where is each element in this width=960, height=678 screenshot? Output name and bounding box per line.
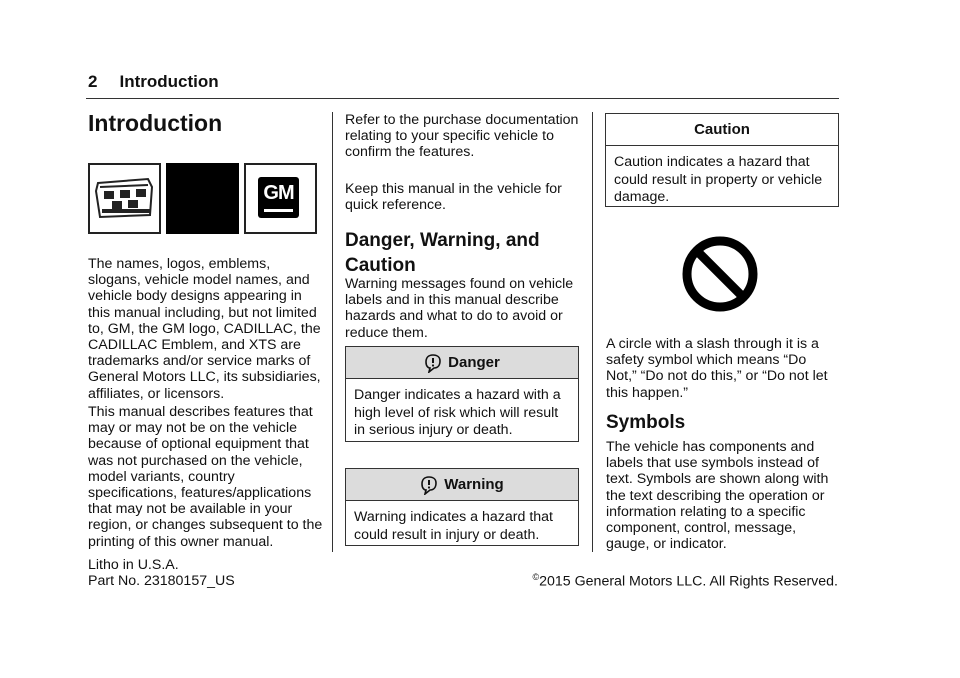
- caution-box: [605, 113, 839, 207]
- manual-description-paragraph: This manual describes features that may or may not be on the vehicle because of optional equipment that was not purchased on the vehicle, model variants, country specifications, features/applications that may not be available in your region, or changes subsequent to the printing of this owner manual.: [88, 404, 323, 550]
- alert-icon: [424, 353, 442, 373]
- gm-logo-underline: [264, 209, 293, 212]
- header-rule: [86, 98, 839, 99]
- danger-box-text: Danger indicates a hazard with a high level of risk which will result in serious injury or death.: [354, 387, 561, 438]
- caution-box-title: Caution: [606, 114, 838, 146]
- copyright-text: 2015 General Motors LLC. All Rights Reserved.: [539, 573, 838, 590]
- warning-box-text: Warning indicates a hazard that could result in injury or death.: [354, 509, 553, 543]
- symbols-paragraph: The vehicle has components and labels that use symbols instead of text. Symbols are shown along with the text describing the operation or information relating to a specific component, control, message, gauge, or indicator.: [606, 439, 829, 553]
- keep-manual-wrap: [345, 181, 580, 213]
- keep-manual-paragraph: Keep this manual in the vehicle for quick reference.: [345, 181, 562, 214]
- warning-messages-wrap: [345, 276, 583, 341]
- cadillac-crest-logo: [88, 163, 161, 234]
- litho-text: Litho in U.S.A.: [88, 557, 179, 573]
- danger-warning-heading-line2: Caution: [345, 255, 416, 276]
- warning-box: [345, 468, 579, 546]
- symbols-heading: Symbols: [606, 412, 686, 433]
- page-header: [88, 72, 219, 92]
- manual-description-wrap: [88, 404, 324, 550]
- cadillac-crest-icon: [90, 165, 159, 232]
- warning-title-text: Warning: [444, 476, 504, 493]
- gm-logo-text: GM: [263, 182, 294, 204]
- page-number: 2: [88, 72, 98, 91]
- footer-left: [88, 557, 235, 589]
- purchase-doc-paragraph: Refer to the purchase documentation relating to your specific vehicle to confirm the features.: [345, 112, 579, 161]
- header-section-title: Introduction: [119, 72, 219, 91]
- column-divider-2: [592, 112, 593, 552]
- black-emblem: [166, 163, 239, 234]
- page-title: Introduction: [88, 110, 223, 136]
- danger-warning-heading-line1: Danger, Warning, and: [345, 230, 540, 251]
- danger-box-title: [346, 347, 578, 379]
- gm-logo-square: [258, 177, 299, 218]
- danger-title-text: Danger: [448, 354, 500, 371]
- circle-slash-paragraph: A circle with a slash through it is a safety symbol which means “Do Not,” “Do not do this,” or “Do not let this happen.”: [606, 336, 828, 401]
- prohibition-icon: [680, 234, 760, 314]
- caution-box-text: Caution indicates a hazard that could result in property or vehicle damage.: [614, 154, 823, 205]
- danger-warning-heading: [345, 228, 540, 278]
- trademark-paragraph: The names, logos, emblems, slogans, vehicle model names, and vehicle body designs appearing in this manual including, but not limited to, GM, the GM logo, CADILLAC, the CADILLAC Emblem, and XTS are trademarks and/or service marks of General Motors LLC, its subsidiaries, affiliates, or licensors.: [88, 256, 321, 402]
- part-number-text: Part No. 23180157_US: [88, 573, 235, 589]
- trademark-paragraph-wrap: [88, 256, 324, 402]
- alert-icon: [420, 475, 438, 495]
- symbols-wrap: [606, 439, 838, 552]
- purchase-doc-wrap: [345, 112, 580, 161]
- copyright-notice: [532, 569, 838, 590]
- warning-messages-paragraph: Warning messages found on vehicle labels and in this manual describe hazards and what to do to avoid or reduce them.: [345, 276, 574, 341]
- column-divider-1: [332, 112, 333, 552]
- gm-logo: [244, 163, 317, 234]
- circle-slash-wrap: [606, 336, 838, 401]
- copyright-symbol: ©: [532, 572, 540, 582]
- danger-box: [345, 346, 579, 442]
- warning-box-title: [346, 469, 578, 501]
- circle-slash-symbol: [680, 234, 760, 314]
